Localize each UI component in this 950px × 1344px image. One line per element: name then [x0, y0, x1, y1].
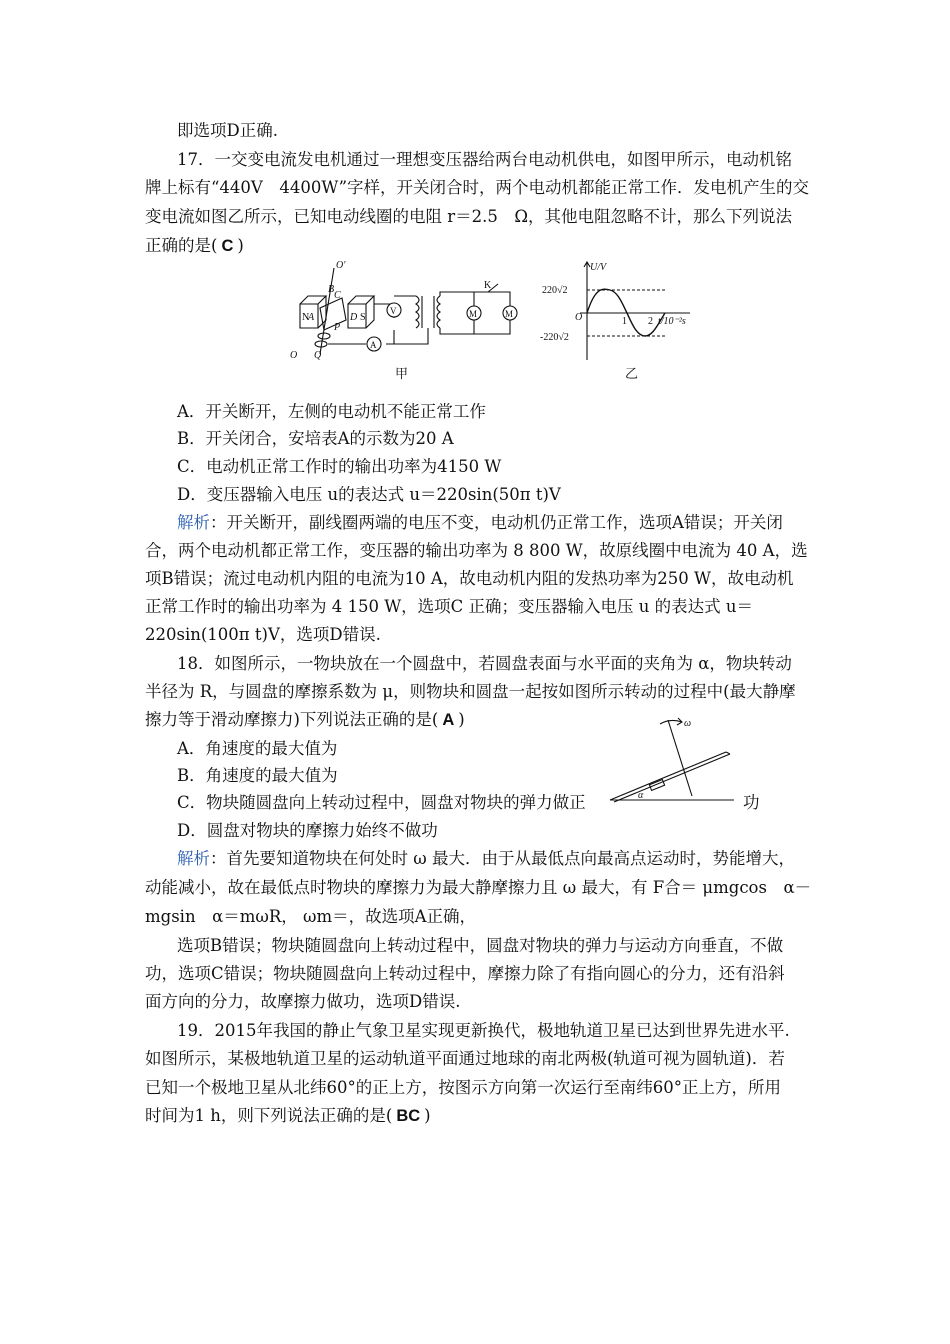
figure-jia-caption: 甲 — [395, 367, 409, 382]
alpha-label: α — [638, 790, 644, 801]
label-a: A — [308, 312, 315, 323]
label-p: P — [334, 322, 341, 333]
explanation-18-line: 面方向的分力，故摩擦力做功，选项D错误. — [145, 992, 461, 1011]
question-19-answer: BC — [396, 1107, 421, 1125]
figure-jia-circuit — [288, 258, 518, 370]
figure-yi-graph — [540, 258, 700, 368]
question-17-line: 牌上标有“440V 4400W”字样，开关闭合时，两个电动机都能正常工作．发电机产生的交 — [145, 178, 810, 197]
label-o: O — [290, 350, 298, 361]
label-m1: M — [469, 309, 478, 319]
option-d: D．变压器输入电压 u的表达式 u＝220sin(50π t)V — [177, 485, 561, 504]
question-17-line: 变电流如图乙所示，已知电动线圈的电阻 r＝2.5 Ω，其他电阻忽略不计，那么下列说法 — [145, 207, 793, 226]
label-k: K — [484, 280, 492, 291]
label-oprime: O′ — [336, 260, 346, 271]
question-18-line: 18．如图所示，一物块放在一个圆盘中，若圆盘表面与水平面的夹角为 α，物块转动 — [177, 654, 792, 673]
explanation-label: 解析 — [177, 513, 210, 532]
option-b: B．角速度的最大值为 — [177, 766, 338, 785]
question-17-stem-end — [145, 232, 244, 260]
text-line: 即选项D正确. — [177, 121, 278, 140]
question-19-stem-end — [145, 1102, 431, 1130]
question-17-answer: C — [221, 237, 234, 255]
label-d: D — [350, 312, 358, 323]
figure-yi-caption: 乙 — [625, 367, 639, 382]
question-19-line: 19．2015年我国的静止气象卫星实现更新换代，极地轨道卫星已达到世界先进水平. — [177, 1021, 790, 1040]
label-b: B — [328, 284, 335, 295]
explanation-18-line: mgsin α＝mωR， ωm＝，故选项A正确， — [145, 907, 477, 926]
explanation-18-line: 选项B错误；物块随圆盘向上转动过程中，圆盘对物块的弹力与运动方向垂直，不做 — [177, 936, 784, 955]
paren-close: ) — [424, 1106, 431, 1125]
label-a-meter: A — [370, 340, 377, 350]
explanation-18-line — [177, 845, 795, 873]
question-17-line: 17．一交变电流发电机通过一理想变压器给两台电动机供电，如图甲所示，电动机铭 — [177, 150, 792, 169]
explanation-text: ：开关断开，副线圈两端的电压不变，电动机仍正常工作，选项A错误；开关闭 — [210, 513, 783, 532]
tick-bottom: -220√2 — [540, 332, 569, 343]
question-19-line: 如图所示，某极地轨道卫星的运动轨道平面通过地球的南北两极(轨道可视为圆轨道)．若 — [145, 1049, 785, 1068]
explanation-label: 解析 — [177, 849, 210, 868]
tick-2: 2 — [648, 316, 653, 327]
question-19-stem: 时间为1 h，则下列说法正确的是( — [145, 1106, 393, 1125]
tick-top: 220√2 — [542, 285, 568, 296]
question-19-line: 已知一个极地卫星从北纬60°的正上方，按图示方向第一次运行至南纬60°正上方，所用 — [145, 1078, 781, 1097]
label-m2: M — [505, 309, 514, 319]
label-c: C — [334, 290, 341, 301]
explanation-18-line: 动能减小，故在最低点时物块的摩擦力为最大静摩擦力且 ω 最大，有 F合＝ μmgcos α－ — [145, 878, 812, 897]
question-17-stem: 正确的是( — [145, 236, 218, 255]
paren-close: ) — [458, 710, 465, 729]
x-axis-label: t/10⁻²s — [658, 316, 686, 327]
question-18-stem-end — [145, 706, 465, 734]
question-18-answer: A — [442, 711, 455, 729]
origin-label: O — [575, 312, 583, 323]
paren-close: ) — [237, 236, 244, 255]
omega-label: ω — [684, 718, 692, 729]
explanation-17-line: 220sin(100π t)V，选项D错误. — [145, 625, 381, 644]
label-v: V — [390, 306, 397, 316]
question-18-stem: 擦力等于滑动摩擦力)下列说法正确的是( — [145, 710, 439, 729]
explanation-text: ：首先要知道物块在何处时 ω 最大．由于从最低点向最高点运动时，势能增大， — [210, 849, 795, 868]
option-c-tail: 功 — [743, 793, 760, 812]
label-s: S — [360, 312, 366, 323]
explanation-17-line: 合，两个电动机都正常工作，变压器的输出功率为 8 800 W，故原线圈中电流为 40 A，选 — [145, 541, 808, 560]
label-n: N — [302, 312, 310, 323]
option-d: D．圆盘对物块的摩擦力始终不做功 — [177, 821, 438, 840]
option-c: C．电动机正常工作时的输出功率为4150 W — [177, 457, 502, 476]
y-axis-label: U/V — [590, 262, 607, 273]
explanation-17-line — [177, 509, 783, 537]
option-a: A．角速度的最大值为 — [177, 739, 338, 758]
label-q: Q — [314, 350, 322, 361]
option-b: B．开关闭合，安培表A的示数为20 A — [177, 429, 454, 448]
tick-1: 1 — [622, 316, 627, 327]
figure-inclined-disk — [608, 712, 738, 804]
explanation-18-line: 功，选项C错误；物块随圆盘向上转动过程中，摩擦力除了有指向圆心的分力，还有沿斜 — [145, 964, 785, 983]
explanation-17-line: 正常工作时的输出功率为 4 150 W，选项C 正确；变压器输入电压 u 的表达式 u＝ — [145, 597, 754, 616]
question-18-line: 半径为 R，与圆盘的摩擦系数为 μ，则物块和圆盘一起按如图所示转动的过程中(最大静摩 — [145, 682, 796, 701]
option-a: A．开关断开，左侧的电动机不能正常工作 — [177, 402, 486, 421]
explanation-17-line: 项B错误；流过电动机内阻的电流为10 A，故电动机内阻的发热功率为250 W，故电动机 — [145, 569, 794, 588]
option-c: C．物块随圆盘向上转动过程中，圆盘对物块的弹力做正 — [177, 793, 586, 812]
